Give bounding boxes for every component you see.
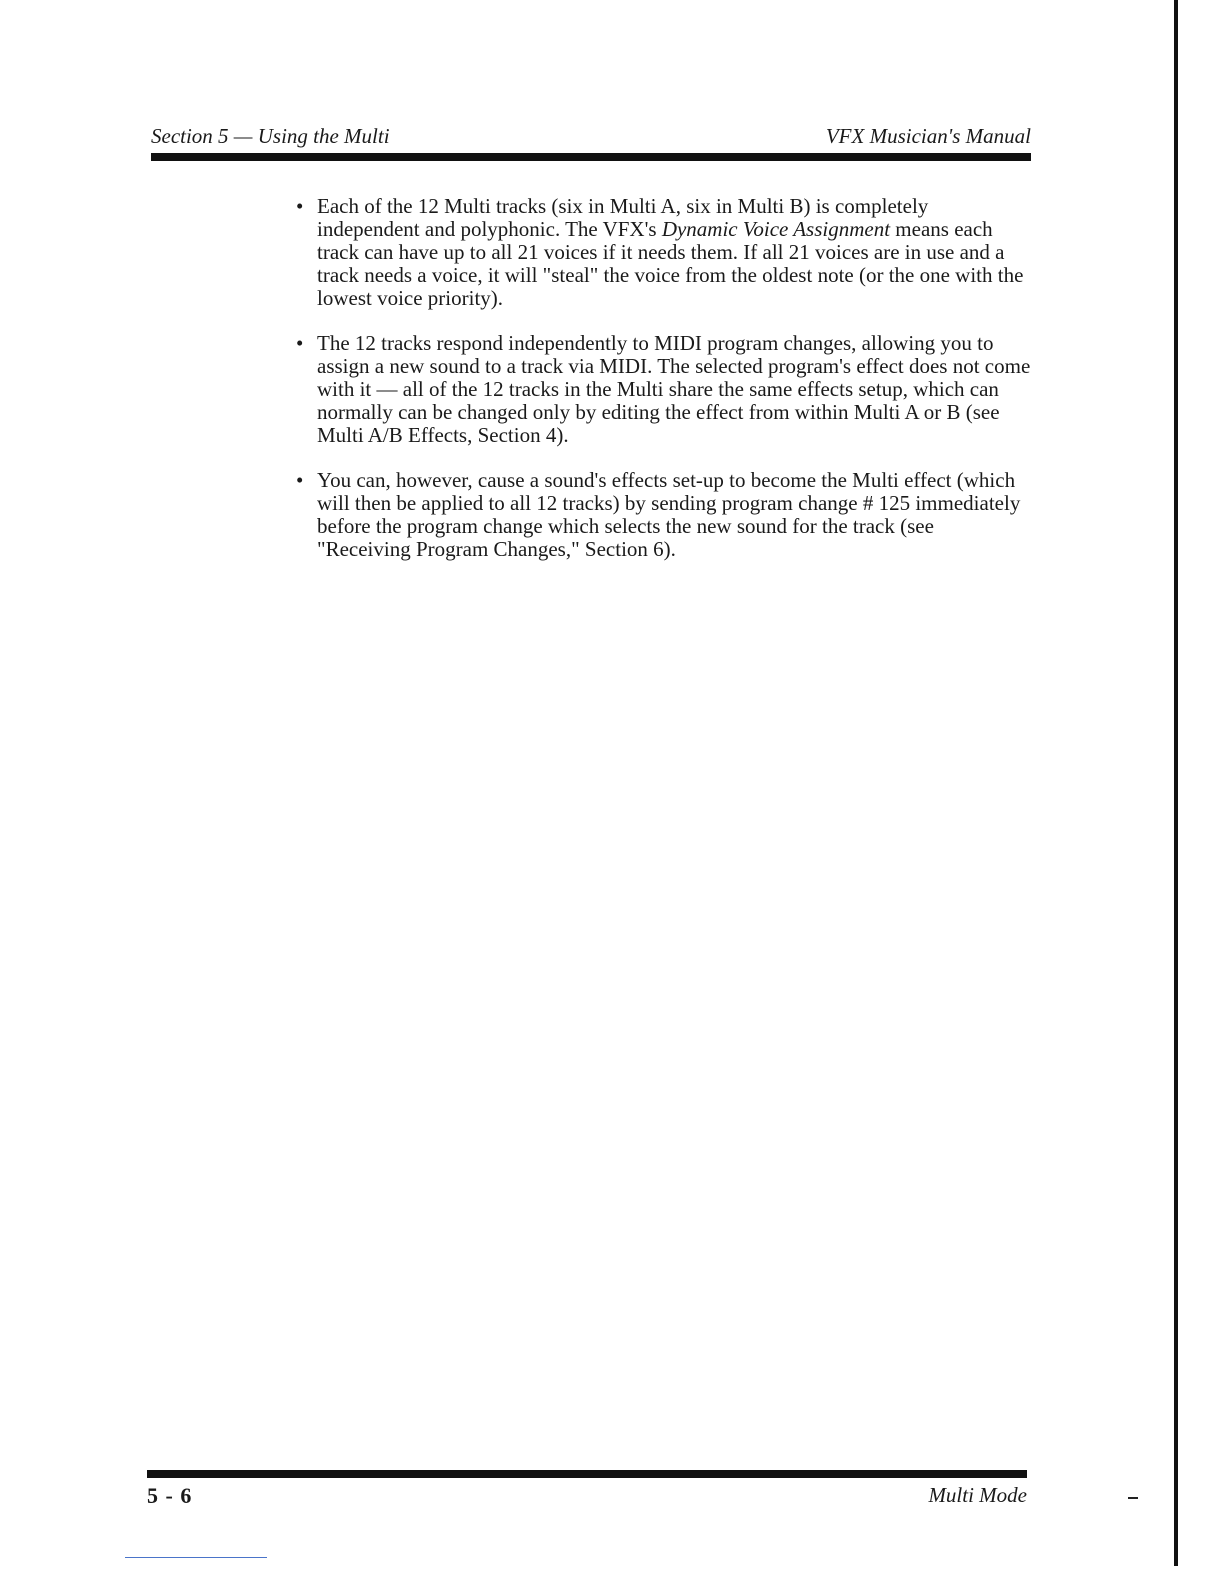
bullet-text-part: means each track can have up to all 21 voices if it needs them. If all 21 voices are in use and a track needs a voice, it will "steal" the voice from the oldest note (or the one with the lowest voice priority).	[317, 217, 1024, 310]
bullet-item-multi-effect	[296, 469, 1031, 561]
page-number: 5 - 6	[147, 1483, 193, 1508]
page-edge-bar	[1174, 0, 1178, 1566]
bullet-icon: •	[296, 194, 304, 218]
bullet-icon: •	[296, 468, 304, 492]
footer-chapter: Multi Mode	[928, 1483, 1027, 1507]
running-header-section: Section 5 — Using the Multi	[151, 124, 390, 148]
footer-rule	[147, 1470, 1027, 1478]
scan-artifact-line	[125, 1557, 267, 1558]
bullet-text-part: Each of the 12 Multi tracks (six in Multi A, six in Multi B) is completely independent and polyphonic. The VFX's	[317, 194, 929, 241]
running-header-manual-title: VFX Musician's Manual	[825, 124, 1031, 148]
header-rule	[151, 153, 1031, 161]
bullet-icon: •	[296, 331, 304, 355]
bullet-item-voice-assignment	[296, 195, 1031, 310]
bullet-text: The 12 tracks respond independently to MIDI program changes, allowing you to assign a new sound to a track via MIDI. The selected program's effect does not come with it — all of the 12 tracks in the Multi share the same effects setup, which can normally can be changed only by editing the effect from within Multi A or B (see Multi A/B Effects, Section 4).	[317, 331, 1031, 447]
emphasis-term: Dynamic Voice Assignment	[661, 217, 891, 241]
bullet-text: You can, however, cause a sound's effects set-up to become the Multi effect (which will then be applied to all 12 tracks) by sending program change # 125 immediately before the program change which selects the new sound for the track (see "Receiving Program Changes," Section 6).	[317, 468, 1021, 561]
margin-mark	[1128, 1497, 1138, 1499]
body-content	[296, 195, 1031, 583]
bullet-item-program-changes	[296, 332, 1031, 447]
bullet-text	[317, 195, 1031, 310]
